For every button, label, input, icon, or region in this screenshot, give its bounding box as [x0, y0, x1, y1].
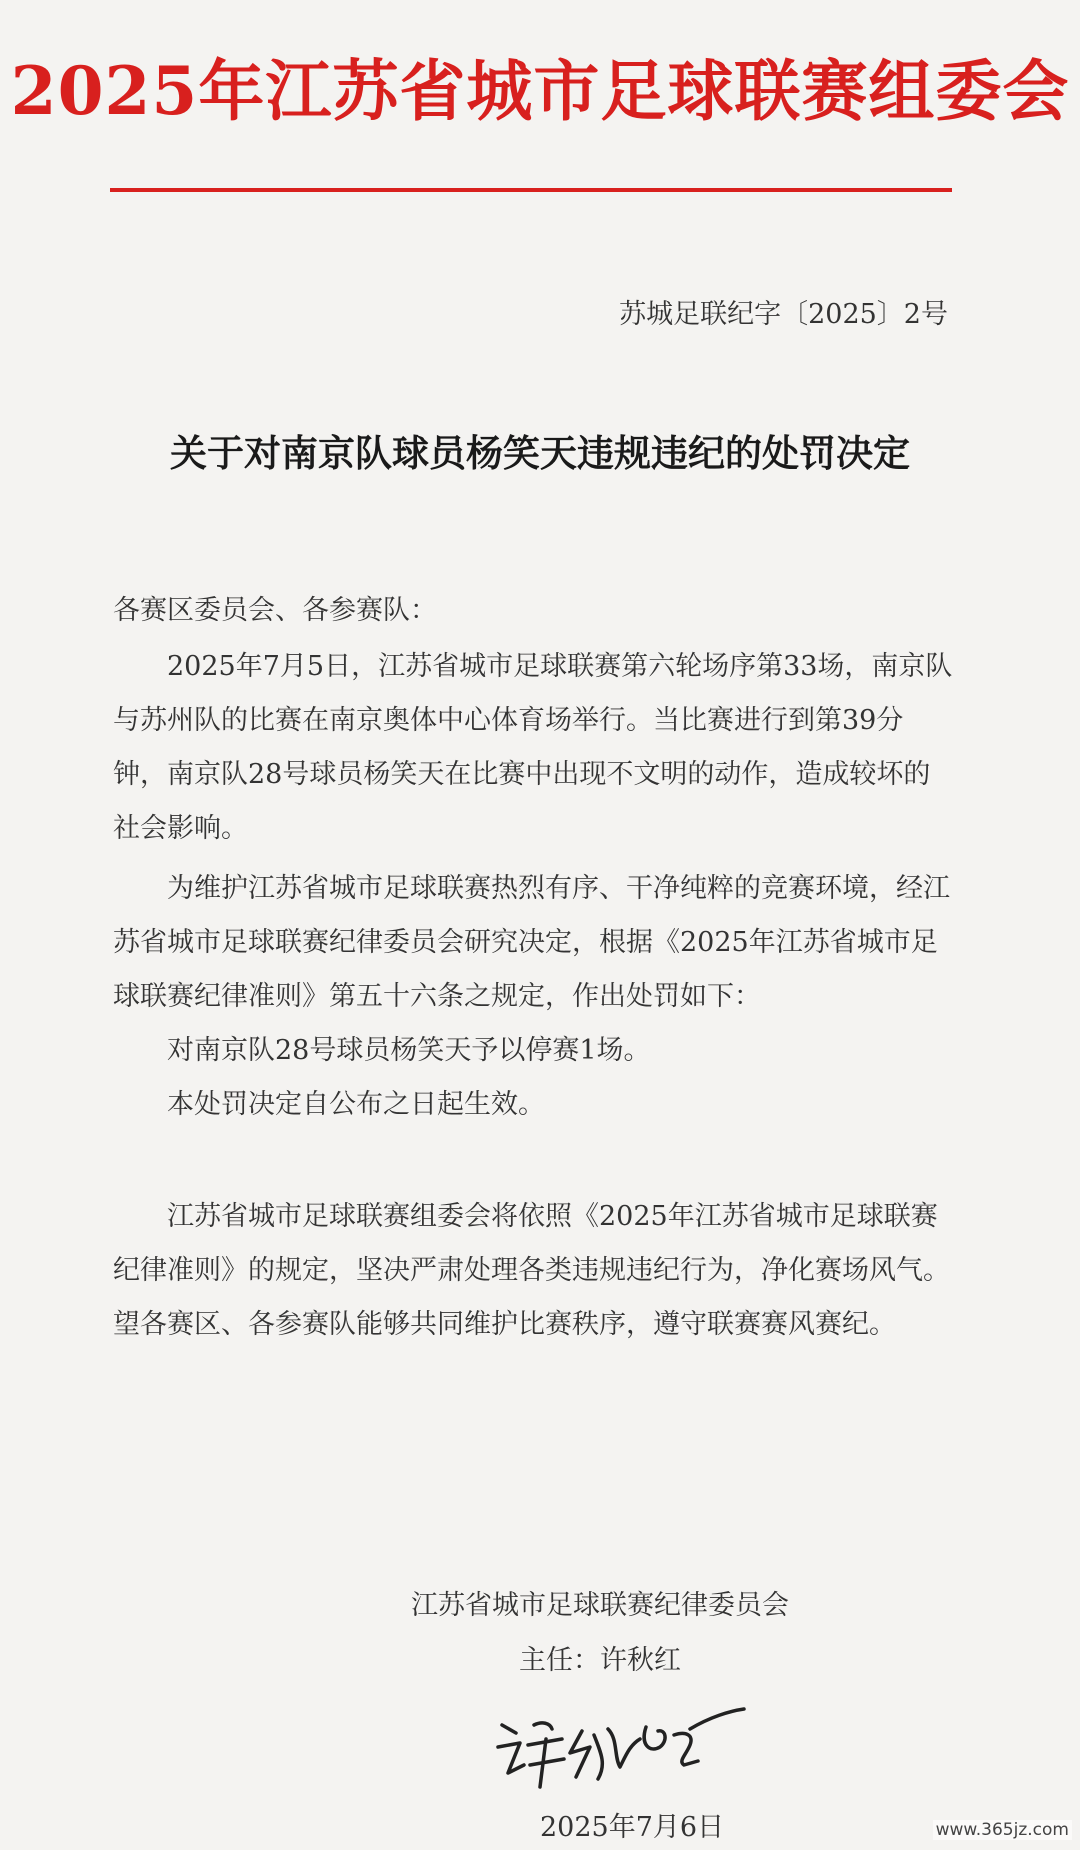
- document-title: 关于对南京队球员杨笑天违规违纪的处罚决定: [170, 432, 910, 475]
- director-line: 主任：许秋红: [519, 1645, 681, 1676]
- red-divider: [110, 188, 952, 192]
- penalty-text: 对南京队28号球员杨笑天予以停赛1场。: [167, 1035, 651, 1066]
- effective-text: 本处罚决定自公布之日起生效。: [167, 1089, 545, 1120]
- paragraph-decision-text: 为维护江苏省城市足球联赛热烈有序、干净纯粹的竞赛环境，经江苏省城市足球联赛纪律委员会研究决定，根据《2025年江苏省城市足球联赛纪律准则》第五十六条之规定，作出处罚如下：: [113, 873, 950, 1012]
- source-watermark: www.365jz.com: [933, 1820, 1072, 1840]
- paragraph-decision: [113, 862, 955, 1132]
- salutation: [113, 584, 955, 638]
- signing-date: 2025年7月6日: [540, 1812, 725, 1843]
- paragraph-incident: [113, 640, 955, 856]
- masthead-title: 2025年江苏省城市足球联赛组委会: [10, 51, 1070, 130]
- document-number: 苏城足联纪字〔2025〕2号: [619, 299, 948, 330]
- committee-name: 江苏省城市足球联赛纪律委员会: [411, 1590, 789, 1621]
- handwritten-signature: [490, 1695, 750, 1795]
- paragraph-closing-text: 江苏省城市足球联赛组委会将依照《2025年江苏省城市足球联赛纪律准则》的规定，坚决严肃处理各类违规违纪行为，净化赛场风气。望各赛区、各参赛队能够共同维护比赛秩序，遵守联赛赛风赛纪。: [113, 1201, 950, 1340]
- paragraph-closing: [113, 1190, 955, 1352]
- paragraph-incident-text: 2025年7月5日，江苏省城市足球联赛第六轮场序第33场，南京队与苏州队的比赛在南京奥体中心体育场举行。当比赛进行到第39分钟，南京队28号球员杨笑天在比赛中出现不文明的动作，造成较坏的社会影响。: [113, 651, 953, 844]
- salutation-text: 各赛区委员会、各参赛队：: [113, 595, 437, 626]
